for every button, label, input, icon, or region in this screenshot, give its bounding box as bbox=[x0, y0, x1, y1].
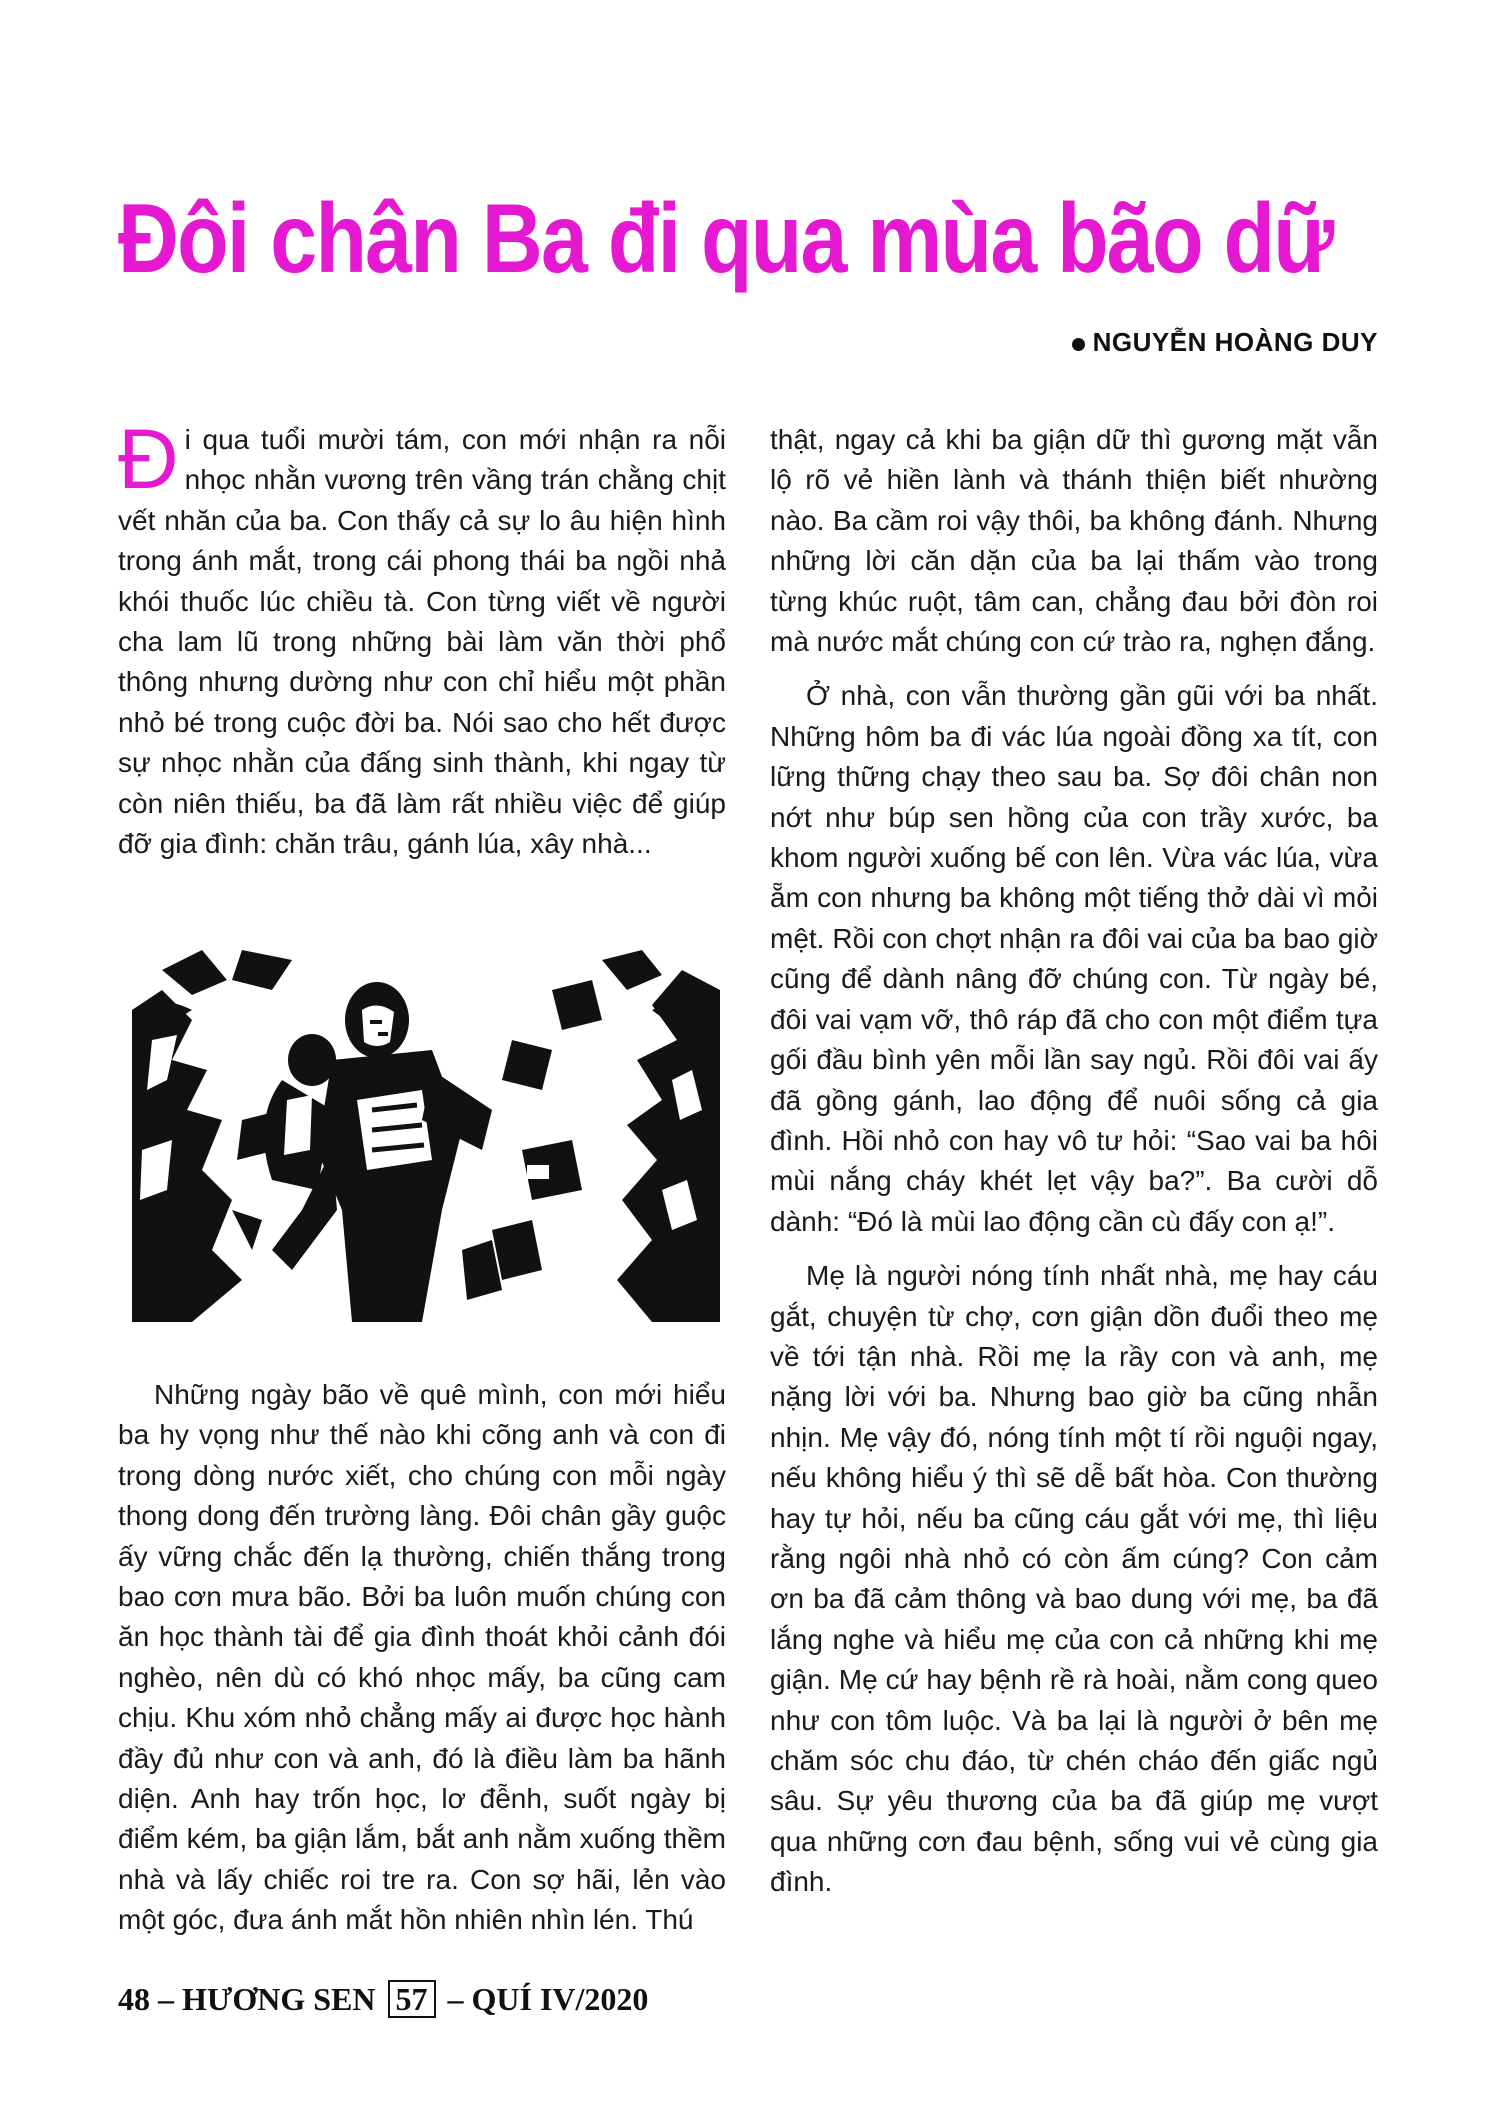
issue-number-box: 57 bbox=[388, 1980, 436, 2018]
article-title: Đôi chân Ba đi qua mùa bão dữ bbox=[118, 183, 1333, 293]
issue-period: QUÍ IV/2020 bbox=[471, 1981, 649, 2017]
bullet-icon bbox=[1072, 338, 1085, 351]
page-number: 48 bbox=[118, 1981, 150, 2017]
paragraph-mother: Mẹ là người nóng tính nhất nhà, mẹ hay cáu gắt, chuyện từ chợ, cơn giận dồn đuổi theo mẹ về tới tận nhà. Rồi mẹ la rầy con và anh, mẹ nặng lời với ba. Nhưng bao giờ ba cũng nhẫn nhịn. Mẹ vậy đó, nóng tính một tí rồi nguội ngay, nếu không hiểu ý thì sẽ dễ bất hòa. Con thường hay tự hỏi, nếu ba cũng cáu gắt với mẹ, thì liệu rằng ngôi nhà nhỏ có còn ấm cúng? Con cảm ơn ba đã cảm thông và bao dung với mẹ, ba đã lắng nghe và hiểu mẹ của con cả những khi mẹ giận. Mẹ cứ hay bệnh rề rà hoài, nằm cong queo như con tôm luộc. Và ba lại là người ở bên mẹ chăm sóc chu đáo, từ chén cháo đến giấc ngủ sâu. Sự yêu thương của ba đã giúp mẹ vượt qua những cơn đau bệnh, sống vui vẻ cùng gia đình. bbox=[770, 1260, 1378, 1898]
page-footer bbox=[118, 1980, 648, 2018]
paragraph-shoulders: Ở nhà, con vẫn thường gần gũi với ba nhất. Những hôm ba đi vác lúa ngoài đồng xa tít, con lững thững chạy theo sau ba. Sợ đôi chân non nớt như búp sen hồng của con trầy xước, ba khom người xuống bế con lên. Vừa vác lúa, vừa ẵm con nhưng ba không một tiếng thở dài vì mỏi mệt. Rồi con chợt nhận ra đôi vai của ba bao giờ cũng để dành nâng đỡ chúng con. Từ ngày bé, đôi vai vạm vỡ, thô ráp đã cho con một điểm tựa gối đầu bình yên mỗi lần say ngủ. Rồi đôi vai ấy đã gồng gánh, lao động để nuôi sống cả gia đình. Hồi nhỏ con hay vô tư hỏi: “Sao vai ba hôi mùi nắng cháy khét lẹt vậy ba?”. Ba cười dỗ dành: “Đó là mùi lao động cần cù đấy con ạ!”. bbox=[770, 680, 1378, 1237]
paragraph-honesty: thật, ngay cả khi ba giận dữ thì gương mặt vẫn lộ rõ vẻ hiền lành và thánh thiện biết nhường nào. Ba cầm roi vậy thôi, ba không đánh. Nhưng những lời căn dặn của ba lại thấm vào trong từng khúc ruột, tâm can, chẳng đau bởi đòn roi mà nước mắt chúng con cứ trào ra, nghẹn đắng. bbox=[770, 424, 1378, 658]
drop-cap: Đ bbox=[118, 412, 179, 506]
paragraph-intro bbox=[118, 412, 726, 864]
author-name: NGUYỄN HOÀNG DUY bbox=[1092, 327, 1378, 357]
magazine-name: HƯƠNG SEN bbox=[182, 1981, 376, 2017]
footer-dash-2: – bbox=[447, 1981, 464, 2017]
illustration-father-carrying-child bbox=[132, 950, 720, 1322]
paragraph-storm: Những ngày bão về quê mình, con mới hiểu ba hy vọng như thế nào khi cõng anh và con đi trong dòng nước xiết, cho chúng con mỗi ngày thong dong đến trường làng. Đôi chân gầy guộc ấy vững chắc đến lạ thường, chiến thắng trong bao cơn mưa bão. Bởi ba luôn muốn chúng con ăn học thành tài để gia đình thoát khỏi cảnh đói nghèo, nên dù có khó nhọc mấy, ba cũng cam chịu. Khu xóm nhỏ chẳng mấy ai được học hành đầy đủ như con và anh, đó là điều làm ba hãnh diện. Anh hay trốn học, lơ đễnh, suốt ngày bị điểm kém, ba giận lắm, bắt anh nằm xuống thềm nhà và lấy chiếc roi tre ra. Con sợ hãi, lẻn vào một góc, đưa ánh mắt hồn nhiên nhìn lén. Thú bbox=[118, 1379, 726, 1936]
footer-dash-1: – bbox=[158, 1981, 174, 2017]
left-column-top bbox=[118, 412, 726, 864]
right-column bbox=[770, 420, 1378, 1903]
author-byline bbox=[1072, 327, 1378, 358]
left-column-bottom bbox=[118, 1375, 726, 1941]
intro-text: i qua tuổi mười tám, con mới nhận ra nỗi nhọc nhằn vương trên vầng trán chằng chịt vết nhăn của ba. Con thấy cả sự lo âu hiện hình trong ánh mắt, trong cái phong thái ba ngồi nhả khói thuốc lúc chiều tà. Con từng viết về người cha lam lũ trong những bài làm văn thời phổ thông nhưng dường như con chỉ hiểu một phần nhỏ bé trong cuộc đời ba. Nói sao cho hết được sự nhọc nhằn của đấng sinh thành, khi ngay từ còn niên thiếu, ba đã làm rất nhiều việc để giúp đỡ gia đình: chăn trâu, gánh lúa, xây nhà... bbox=[118, 424, 726, 860]
